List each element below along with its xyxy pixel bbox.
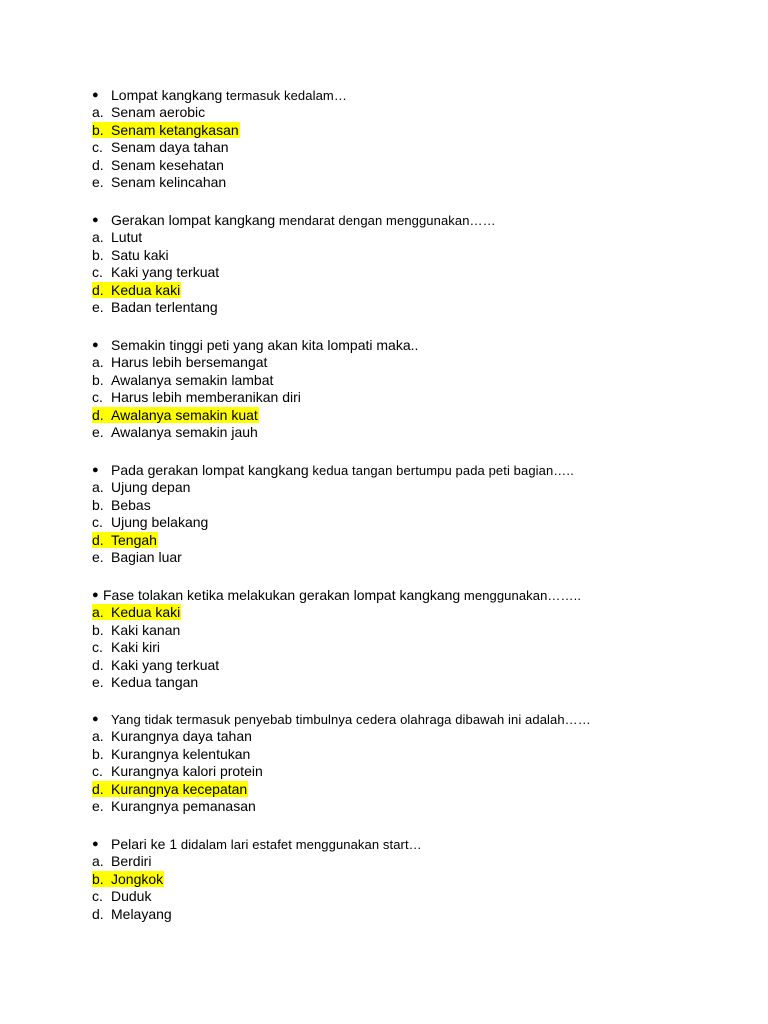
question-text: ● Pada gerakan lompat kangkang kedua tangan bertumpu pada peti bagian….. (92, 462, 574, 478)
option-c: c. Kaki kiri (92, 639, 161, 656)
option-a: a. Harus lebih bersemangat (92, 354, 268, 370)
question-4 (92, 461, 732, 567)
option-a: a. Kurangnya daya tahan (92, 728, 252, 744)
option-a: a. Lutut (92, 229, 143, 245)
option-c: c. Duduk (92, 888, 152, 905)
bullet-icon: ● (92, 713, 99, 725)
question-text: ● Semakin tinggi peti yang akan kita lompati maka.. (92, 337, 419, 353)
question-text: ● Pelari ke 1 didalam lari estafet menggunakan start… (92, 836, 422, 852)
option-d-highlighted: d. Awalanya semakin kuat (92, 406, 258, 423)
option-c: c. Harus lebih memberanikan diri (92, 389, 301, 406)
option-b: b. Awalanya semakin lambat (92, 371, 274, 388)
option-d-highlighted: d. Kurangnya kecepatan (92, 780, 248, 797)
option-d: d. Melayang (92, 905, 172, 922)
option-a: a. Ujung depan (92, 479, 191, 495)
option-e: e. Bagian luar (92, 549, 182, 566)
option-b-highlighted: b. Senam ketangkasan (92, 121, 239, 138)
option-a-highlighted: a. Kedua kaki (92, 604, 181, 620)
question-text: ● Gerakan lompat kangkang mendarat dengan menggunakan…… (92, 212, 496, 228)
option-c: c. Kaki yang terkuat (92, 264, 220, 281)
bullet-icon: ● (92, 589, 99, 601)
option-d-highlighted: d. Tengah (92, 531, 157, 548)
option-c: c. Senam daya tahan (92, 139, 229, 156)
option-e: e. Badan terlentang (92, 299, 218, 316)
bullet-icon: ● (92, 339, 99, 351)
option-b: b. Bebas (92, 496, 151, 513)
question-text: ● Yang tidak termasuk penyebab timbulnya cedera olahraga dibawah ini adalah…… (92, 712, 591, 727)
option-e: e. Kedua tangan (92, 674, 199, 691)
question-text: ● Fase tolakan ketika melakukan gerakan lompat kangkang menggunakan…….. (92, 587, 582, 603)
bullet-icon: ● (92, 464, 99, 476)
option-b: b. Satu kaki (92, 246, 169, 263)
question-2 (92, 211, 732, 317)
option-d-highlighted: d. Kedua kaki (92, 281, 181, 298)
option-e: e. Kurangnya pemanasan (92, 798, 256, 815)
bullet-icon: ● (92, 214, 99, 226)
option-a: a. Senam aerobic (92, 104, 206, 120)
bullet-icon: ● (92, 838, 99, 850)
option-d: d. Senam kesehatan (92, 156, 224, 173)
option-a: a. Berdiri (92, 853, 152, 869)
question-6 (92, 710, 732, 816)
question-text: ● Lompat kangkang termasuk kedalam… (92, 87, 347, 103)
bullet-icon: ● (92, 89, 99, 101)
option-c: c. Kurangnya kalori protein (92, 763, 263, 780)
option-d: d. Kaki yang terkuat (92, 656, 220, 673)
option-c: c. Ujung belakang (92, 514, 209, 531)
question-3 (92, 336, 732, 442)
question-1 (92, 86, 732, 192)
option-b: b. Kurangnya kelentukan (92, 745, 251, 762)
option-b: b. Kaki kanan (92, 621, 181, 638)
option-b-highlighted: b. Jongkok (92, 870, 164, 887)
option-e: e. Awalanya semakin jauh (92, 424, 258, 441)
question-7 (92, 835, 732, 923)
question-5 (92, 586, 732, 692)
option-e: e. Senam kelincahan (92, 174, 227, 191)
